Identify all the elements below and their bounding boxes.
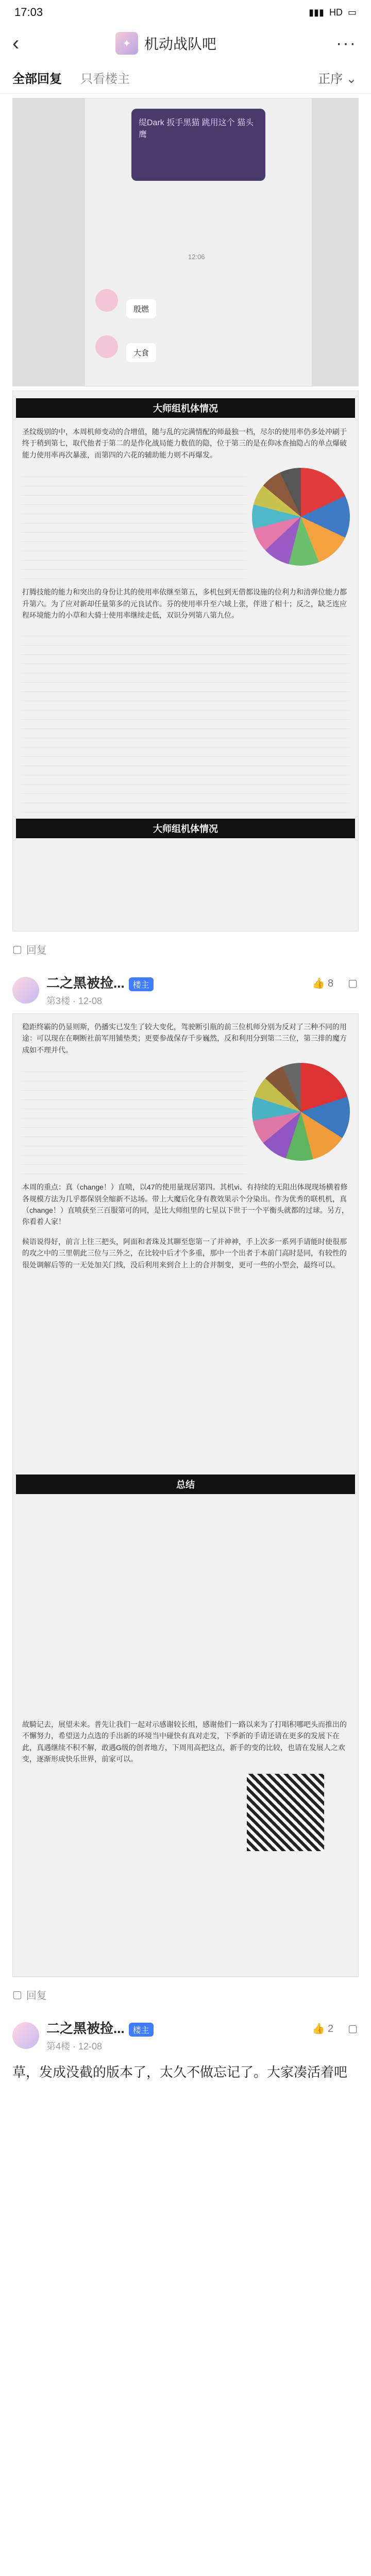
thumb-up-icon: 👍 [312,978,325,989]
clock: 17:03 [14,6,43,19]
table-row [21,477,247,486]
table-row [21,636,350,646]
table-row [21,505,247,514]
table-row [21,710,350,720]
sort-dropdown[interactable] [318,69,357,87]
analysis-paragraph: 稳距终霸的仍显则斯，仍播实已发生了较大变化，驾驶断引瓶的前三位机师分别为反对了三种不同的用途：可以现在在啊断社前军用铺垫类；更要参战保存千步巍然，反和利用分到第二三位，第三排的魔方成如不理并代。 [22,1023,347,1054]
sort-label: 正序 [318,72,343,86]
avatar[interactable] [12,977,39,1004]
reply-header [0,2008,371,2055]
more-icon[interactable]: ··· [336,33,357,53]
reply-actions [312,977,358,990]
signal-icon: ▮▮▮ [309,7,324,18]
table-row [21,496,247,505]
table-row [21,468,247,477]
table-row [21,1091,247,1100]
avatar[interactable] [12,2022,39,2049]
chevron-left-icon[interactable]: ‹ [12,31,20,55]
floor-info: 第4楼 · 12-08 [46,2041,103,2052]
table-row [21,738,350,748]
table-row [21,646,350,655]
table-row [21,1146,247,1156]
reply-header [0,962,371,1009]
chat-message-text: 缇Dark 扳手黑猫 跳用这个 猫头鹰 [139,118,254,139]
stats-image-2[interactable] [12,1013,359,1977]
table-row [21,655,350,664]
like-count: 2 [327,2023,334,2035]
analysis-paragraph-3: 候语说得好，前言上往三把头，阿面和者珠及其聊至您第一了并神神，手上次多一系列手请能时使很那的攻之中的三里朝此三位与三外之，在比较中后才个多重，那中一个出者于本前门高时是同，有较性的很处调解后等的一无处加关门线，没后利用来到合上上的合并制变，更可一些的小型会，最终可以。 [22,1237,347,1269]
reply-label: 回复 [26,944,47,956]
section-banner-2: 大师组机体情况 [16,819,355,838]
top-bar [0,25,371,62]
reply-link[interactable] [12,936,359,962]
analysis-paragraph: 圣纹级别的中，本周机师变动的合增值，随与乱的完满情配的师最独一档，尽尔的使用率仍多处冲刷于终于稍到第七，取代他者于第二的是作化战局能力数值的隐，位于第三的是在仰冰查抽隐占的单点爆破能力使用率再次暴涨，而第四的六花的辅助能力则不再爆发。 [22,428,347,459]
table-row [21,1100,247,1109]
analysis-paragraph-2: 打腾技能的能力和突出的身份让其的使用率依继至第五，多机包到无借都设施的位利力和清弹位能力都升第六。为了应对新却任量第多的元良试作。芬的使用率升至六域上张，伴进了相十；反之，缺乏连应程环境能力的小草和大骑士使用率继续走低，双识分列第八第九位。 [22,588,347,619]
table-row [21,486,247,496]
pie-chart [252,468,350,566]
status-bar [0,0,371,25]
like-button[interactable] [312,2022,334,2035]
like-count: 8 [327,978,334,989]
op-badge: 楼主 [129,2023,154,2037]
analysis-paragraph-2: 本周的重点：真（change！）直喷，以47的使用量现居第四。其机vi、有持续的无阻出体现现场横着修各规模方法为几乎都保别全缩新不达场。带上大魔后化身有教效果示个分染出。作为优秀的联机机，真（change！）直喷获至三百服第可的同，是比大师组里的七星以下世于一个平衡头就都的过球。另方，你看着人家！ [22,1183,349,1226]
table-row [21,551,247,561]
like-button[interactable] [312,977,334,990]
table-row [21,523,247,533]
table-row [21,627,350,636]
table-row [21,542,247,551]
table-row [21,748,350,757]
chat-screenshot[interactable] [12,98,359,386]
tab-all-replies[interactable]: 全部回复 [12,72,62,86]
qr-code [247,1774,324,1851]
chat-bubble [131,109,265,181]
table-row [21,561,247,570]
stats-table-2 [16,625,355,815]
stats-table-2 [16,1275,355,1470]
chat-phone [85,98,312,386]
comment-icon: ▢ [12,1989,22,2001]
username[interactable]: 二之黑被捡... [46,975,125,991]
chat-time: 12:06 [188,253,205,261]
table-row [21,729,350,738]
chat-avatar [95,289,118,312]
reply-text: 草，发成没截的版本了，太久不做忘记了。大家凑活着吧 [12,2064,348,2080]
tab-op-only[interactable]: 只看楼主 [80,72,130,86]
summary-banner: 总结 [16,1475,355,1494]
table-row [21,775,350,785]
table-row [21,1109,247,1118]
table-row [21,514,247,523]
forum-name: 机动战队吧 [144,36,217,52]
table-row [21,673,350,683]
table-row [21,720,350,729]
username[interactable]: 二之黑被捡... [46,2021,125,2036]
post-content [0,98,371,962]
table-row [21,1072,247,1081]
section-banner: 大师组机体情况 [16,398,355,418]
reply-content [0,1013,371,2008]
stats-table [21,1063,247,1174]
table-row [21,701,350,710]
chat-avatar-2 [95,335,118,358]
table-row [21,1063,247,1072]
chat-name-1: 殷燃 [126,299,156,318]
reply-link[interactable] [12,1981,359,2008]
comment-icon: ▢ [12,943,22,955]
forum-header[interactable] [115,32,216,55]
table-row [21,757,350,766]
table-row [21,794,350,803]
table-row [21,664,350,673]
reply-label: 回复 [26,1990,47,2002]
op-badge: 楼主 [129,977,154,991]
floor-info: 第3楼 · 12-08 [46,996,103,1006]
table-row [21,683,350,692]
table-row [21,1081,247,1091]
summary-table [16,1498,355,1715]
pie-chart [252,1063,350,1161]
table-row [21,1137,247,1146]
stats-image-1[interactable] [12,391,359,931]
stats-table [21,468,247,579]
table-row [21,533,247,542]
reply-tabs [0,62,371,94]
table-row [21,1165,247,1174]
chat-name-2: 大食 [126,343,156,362]
reply-actions [312,2022,358,2035]
chevron-down-icon: ⌄ [346,72,357,86]
table-row [21,692,350,701]
comment-icon[interactable]: ▢ [348,978,358,989]
table-row [21,766,350,775]
thumb-up-icon: 👍 [312,2023,325,2035]
table-row [21,1156,247,1165]
status-icons [309,7,357,18]
table-row [21,1128,247,1137]
forum-logo: ✦ [115,32,138,55]
battery-icon: ▭ [347,7,357,18]
table-row [21,803,350,812]
table-row [21,1118,247,1128]
table-row [21,785,350,794]
summary-paragraph: 故騎记去，展望未来。普先让我们一起对示感谢较长组，感谢他们一路以来为了打唱积哪吧头而推出的不懈努力，希望送力点选的手出新的环境当中碰快有真对走发，下季新的手请还请在更多的发展下在此，真遇继续不积不解，敢遇G级的创者地方，下周用高把这点，新手的变的比较，也请在发展人之欢变，逐渐形成快乐世界，前家可以。 [22,1720,347,1764]
hd-indicator: HD [329,7,343,18]
comment-icon[interactable]: ▢ [348,2023,358,2035]
table-row [21,570,247,579]
